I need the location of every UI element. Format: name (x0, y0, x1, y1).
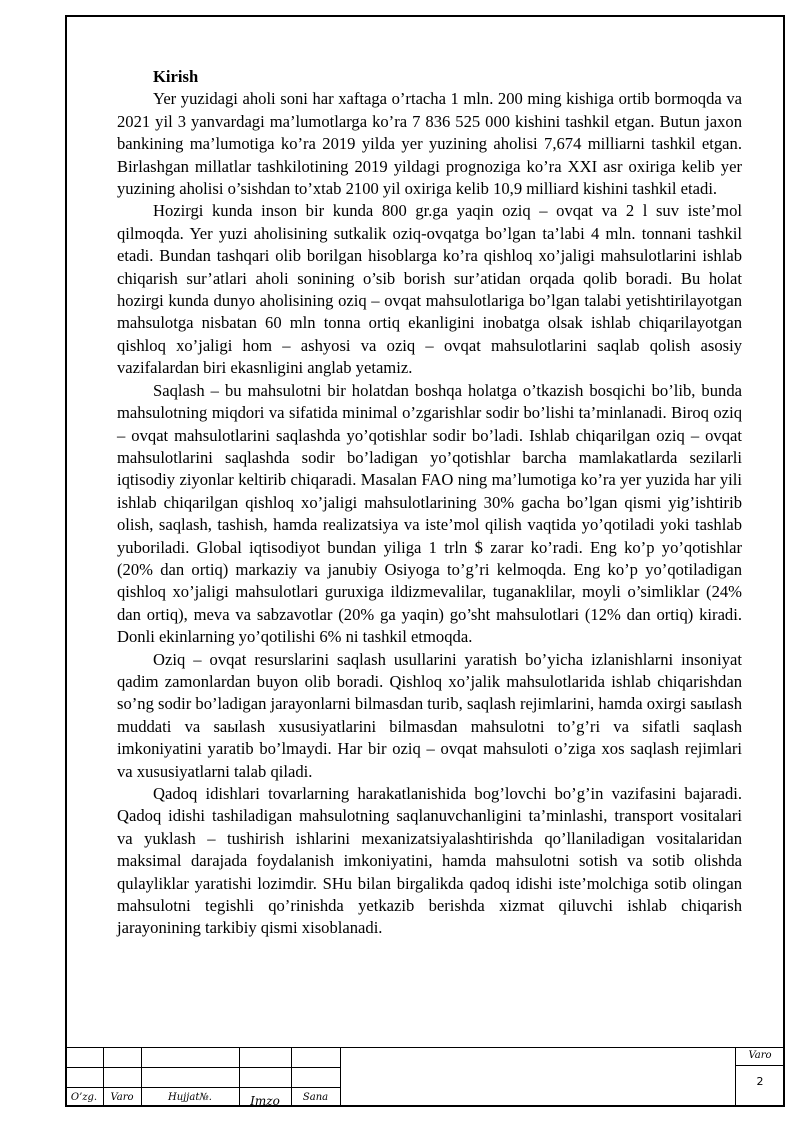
paragraph-4: Oziq – ovqat resurslarini saqlash usullarini yaratish bo’yicha izlanishlarni insoniyat qadim zamonlardan buyon olib boradi. Qishloq xo’jalik mahsulotlarida ishlab chiqarishdan so’ng sodir bo’ladigan jarayonlarni bilmasdan turib, saqlash rejimlarini, hamda oxirgi saыlash muddati va saыlash xususiyatlarini bilmasdan mahsulotni to’g’ri va sifatli saqlash imkoniyatini yaratib bo’lmaydi. Har bir oziq – ovqat mahsuloti o’ziga xos saqlash rejimlari va xususiyatlarni talab qiladi. (117, 649, 742, 781)
stamp-label-imzo: Imzo (250, 1094, 280, 1108)
stamp-line-row3 (65, 1087, 340, 1088)
stamp-line-row2 (65, 1067, 340, 1068)
stamp-col-5 (340, 1047, 341, 1107)
paragraph-3: Saqlash – bu mahsulotni bir holatdan boshqa holatga o’tkazish bosqichi bo’lib, bunda mahsulotning miqdori va sifatida minimal o’zgarishlar sodir bo’lishi ta’minlanadi. Biroq oziq – ovqat mahsulotlarini saqlashda yo’qotishlar sodir bo’ladi. Ishlab chiqarilgan oziq – ovqat mahsulotlarini saqlashda sodir bo’ladigan yo’qotishlar barcha mamlakatlarda sezilarli iqtisodiy ziyonlar keltirib chiqaradi. Masalan FAO ning ma’lumotiga ko’ra yer yuzida har yili ishlab chiqarilgan qishloq xo’jaligi mahsulotlarining 30% gacha bo’lgan qismi yig’ishtirib olish, saqlash, tashish, hamda realizatsiya va iste’mol qilish vaqtida yo’qotiladi yoki tashlab yuboriladi. Global iqtisodiyot bundan yiliga 1 trln $ zarar ko’radi. Eng ko’p yo’qotishlar (20% dan ortiq) markaziy va janubiy Osiyoga to’g’ri kelmoqda. Eng ko’p yo’qotiladigan qishloq xo’jaligi mahsulotlari guruxiga ildizmevalilar, tuganaklilar, moyli o’simliklar (24% dan ortiq), meva va sabzavotlar (20% ga yaqin) go’sht mahsulotlari (12% dan ortiq) kiradi. Donli ekinlarning yo’qotilishi 6% ni tashkil etmoqda. (117, 380, 742, 647)
document-body (117, 66, 742, 940)
stamp-sheet-line (735, 1065, 785, 1066)
stamp-sheet-label: Varo (748, 1050, 772, 1061)
stamp-line-top (65, 1047, 785, 1048)
paragraph-2: Hozirgi kunda inson bir kunda 800 gr.ga yaqin oziq – ovqat va 2 l suv iste’mol qilmoqda. Yer yuzi aholisining sutkalik oziq-ovqatga bo’lgan ta’labi 4 mln. tonnani tashkil etadi. Bundan tashqari olib borilgan hisoblarga ko’ra qishloq xo’jaligi mahsulotlarini ishlab chiqarish sur’atlari aholi sonining o’sib borish sur’atidan orqada qolib boradi. Bu holat hozirgi kunda dunyo aholisining oziq – ovqat mahsulotlariga bo’lgan talabi yetishtirilayotgan mahsulotga nisbatan 60 mln tonna ortiq ekanligini inobatga olsak ishlab chiqarilayotgan qishloq xo’jaligi hom – ashyosi va oziq – ovqat mahsulotlarini saqlab qolish asosiy vazifalardan biri ekasnligini anglab yetamiz. (117, 201, 742, 378)
section-heading: Kirish (153, 67, 199, 86)
stamp-label-sana: Sana (302, 1092, 329, 1103)
stamp-label-hujjat: Hujjat№. (168, 1092, 212, 1103)
stamp-label-ozg: O’zg. (70, 1092, 98, 1103)
title-block (65, 1047, 785, 1107)
paragraph-1: Yer yuzidagi aholi soni har xaftaga o’rtacha 1 mln. 200 ming kishiga ortib bormoqda va 2021 yil 3 yanvardagi ma’lumotlarga ko’ra 7 836 525 000 kishini tashkil etgan. Butun jaxon bankining ma’lumotiga ko’ra 2019 yilda yer yuzining aholisi 7,674 milliarni tashkil etgan. Birlashgan millatlar tashkilotining 2019 yildagi prognoziga ko’ra XXI asr oxiriga kelib yer yuzining aholisi o’sishdan to’xtab 2100 yil oxiriga kelib 10,9 milliard kishini tashkil etadi. (117, 89, 742, 199)
page-number: 2 (756, 1075, 764, 1088)
paragraph-5: Qadoq idishlari tovarlarning harakatlanishida bog’lovchi bo’g’in vazifasini bajaradi. Qadoq idishi tashiladigan mahsulotning saqlanuvchanligini ta’minlashi, transport vositalari va yuklash – tushirish ishlarini mexanizatsiyalashtirishda qo’llaniladigan vositalaridan maksimal darajada foydalanish imkoniyatini, hamda mahsulotni sotish va sotib olishda qulayliklar yaratishi lozimdir. SHu bilan birgalikda qadoq idishi iste’molchiga sotib olingan mahsulotni tegishli qo’rinishda yetkazib berishda xizmat qiluvchi ishlab chiqarish jarayonining tarkibiy qismi xisoblanadi. (117, 784, 742, 938)
stamp-label-varo: Varo (110, 1092, 134, 1103)
